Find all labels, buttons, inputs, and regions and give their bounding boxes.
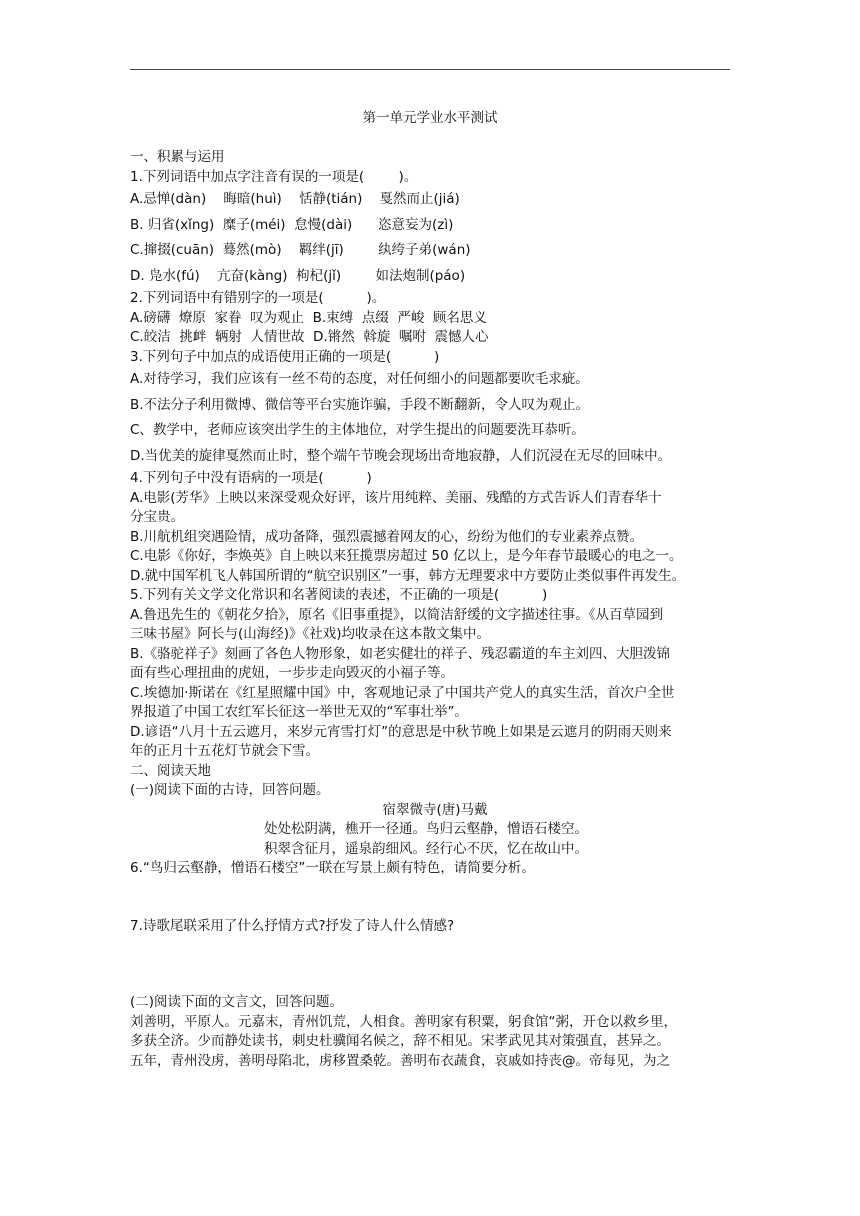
question-4-option-a-line1: A.电影(芳华》上映以来深受观众好评，该片用纯粹、美丽、残酷的方式告诉人们青春华十 [130, 489, 662, 506]
question-5-option-a-line2: 三味书屋》阿长与(山海经)》《社戏)均收录在这本散文集中。 [130, 626, 491, 642]
answer-space-7 [130, 936, 740, 993]
passage-line-3: 五年，青州没虏，善明母陷北，虏移置桑乾。善明布衣蔬食，哀戚如持丧@。帝每见，为之 [130, 1052, 670, 1069]
question-5-option-d-line2: 年的正月十五花灯节就会下雪。 [130, 743, 319, 759]
document-body [130, 148, 740, 1071]
question-1-option-a: A.忌惮(dàn) 晦暗(huì) 恬静(tián) 戛然而止(jiá) [130, 191, 460, 207]
question-5-option-b-line2: 面有些心理扭曲的虎妞，一步步走向毁灭的小福子等。 [130, 665, 454, 681]
section-heading-1: 一、积累与运用 [130, 149, 225, 165]
question-5-stem: 5.下列有关文学文化常识和名著阅读的表述，不正确的一项是( ) [130, 587, 548, 603]
reading-part-2-intro: (二)阅读下面的文言文，回答问题。 [130, 994, 344, 1010]
question-2-stem: 2.下列词语中有错别字的一项是( )。 [130, 290, 386, 306]
question-5-option-a-line1: A.鲁迅先生的《朝花夕拾》，原名《旧事重提》，以简洁舒缓的文字描述往事。《从百草园到 [130, 606, 664, 623]
question-4-option-a-line2: 分宝贵。 [130, 509, 184, 525]
question-3-option-c: C、教学中，老师应该突出学生的主体地位，对学生提出的问题要洗耳恭听。 [130, 422, 585, 438]
poem-line-1: 处处松阴满，樵开一径通。鸟归云壑静，憎语石楼空。 [264, 821, 588, 837]
page-title: 第一单元学业水平测试 [362, 110, 498, 126]
passage-line-1: 刘善明，平原人。元嘉末，青州饥荒，人相食。善明家有积粟，躬食馆“粥，开仓以救乡里， [130, 1013, 677, 1030]
question-3-option-a: A.对待学习，我们应该有一丝不苟的态度，对任何细小的问题都要吹毛求疵。 [130, 371, 589, 387]
question-3-stem: 3.下列句子中加点的成语使用正确的一项是( ) [130, 348, 440, 365]
question-1-option-d: D. 凫水(fú) 亢奋(kàng) 枸杞(jǐ) 如法炮制(páo) [130, 267, 466, 284]
question-4-option-b: B.川航机组突遇险情，成功备降，强烈震撼着网友的心，纷纷为他们的专业素养点赞。 [130, 528, 644, 545]
question-6: 6.“鸟归云壑静，憎语石楼空”一联在写景上颇有特色，请简要分析。 [130, 860, 535, 876]
question-5-option-c-line1: C.埃德加·斯诺在《红星照耀中国》中，客观地记录了中国共产党人的真实生活，首次户全世 [130, 684, 675, 701]
question-4-option-d: D.就中国军机飞人韩国所谓的“航空识别区”一事，韩方无理要求中方要防止类似事件再发生。 [130, 567, 686, 584]
poem-line-2: 积翠含征月，遥泉韵细风。经行心不厌，忆在故山中。 [264, 840, 588, 857]
question-7: 7.诗歌尾联采用了什么抒情方式?抒发了诗人什么情感? [130, 917, 455, 934]
question-5-option-c-line2: 界报道了中国工农红军长征这一举世无双的“军事壮举”。 [130, 704, 468, 720]
answer-space-6 [130, 879, 740, 917]
question-1-stem: 1.下列词语中加点字注音有误的一项是( )。 [130, 168, 418, 185]
section-heading-2: 二、阅读天地 [130, 762, 211, 779]
passage-line-2: 多获全济。少而静处读书，刺史杜骥闻名候之，辞不相见。宋孝武见其对策强直，甚异之。 [130, 1033, 670, 1049]
question-1-option-c: C.撺掇(cuān) 蓦然(mò) 羁绊(jī) 纨绔子弟(wán) [130, 242, 471, 258]
question-3-option-b: B.不法分子利用微博、微信等平台实施诈骗，手段不断翻新，令人叹为观止。 [130, 396, 590, 413]
reading-part-1-intro: (一)阅读下面的古诗，回答问题。 [130, 782, 330, 798]
question-2-options-cd: C.皎洁 挑衅 辆射 人情世故 D.锵然 斡旋 嘱咐 震憾人心 [130, 329, 489, 345]
poem-title: 宿翠微寺(唐)马戴 [382, 801, 488, 818]
header-rule [130, 69, 730, 70]
question-1-option-b: B. 归省(xǐng) 糜子(méi) 怠慢(dài) 恣意妄为(zì) [130, 216, 454, 233]
question-4-stem: 4.下列句子中没有语病的一项是( ) [130, 470, 372, 486]
question-5-option-b-line1: B.《骆驼祥子》刻画了各色人物形象，如老实健壮的祥子、残忍霸道的车主刘四、大胆泼锦 [130, 645, 671, 662]
question-4-option-c: C.电影《你好，李焕英》自上映以来狂揽票房超过 50 亿以上，是今年春节最暖心的电之一。 [130, 548, 683, 564]
question-5-option-d-line1: D.谚语“八月十五云遮月，来岁元宵雪打灯”的意思是中秋节晚上如果是云遮月的阴雨天则来 [130, 723, 672, 740]
question-3-option-d: D.当优美的旋律戛然而止时，整个端午节晚会现场出奇地寂静，人们沉浸在无尽的回味中。 [130, 447, 672, 464]
question-2-options-ab: A.磅礴 燎原 家眷 叹为观止 B.束缚 点缀 严峻 顾名思义 [130, 309, 487, 326]
